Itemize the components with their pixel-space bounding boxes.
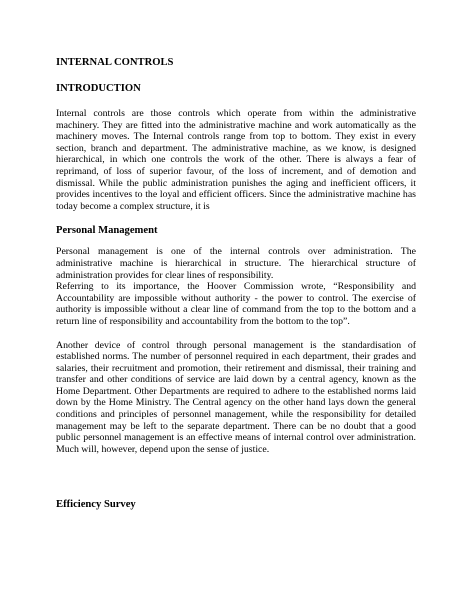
personal-management-paragraph-1: Personal management is one of the internal controls over administration. The administrative machine is hierarchical in structure. The hierarchical structure of administration provides for clear lines of responsibility. — [56, 246, 416, 281]
spacer — [56, 455, 416, 498]
efficiency-survey-heading: Efficiency Survey — [56, 499, 136, 511]
personal-management-paragraph-2: Referring to its importance, the Hoover Commission wrote, “Responsibility and Accountability are impossible without authority - the power to control. The exercise of authority is impossible without a clear line of command from the top to the bottom and a return line of responsibility and accountability from the bottom to the top”. — [56, 281, 416, 327]
spacer — [56, 70, 416, 82]
personal-management-paragraph-3: Another device of control through personal management is the standardisation of established norms. The number of personnel required in each department, their grades and salaries, their recruitment and promotion, their retirement and dismissal, their training and transfer and other conditions of service are laid down by a central agency, known as the Home Department. Other Departments are required to adhere to the established norms laid down by the Home Ministry. The Central agency on the other hand lays down the general conditions and principles of personnel management, while the responsibility for detailed management may be left to the separate department. There can be no doubt that a good public personnel management is an effective means of internal control over administration. Much will, however, depend upon the sense of justice. — [56, 339, 416, 455]
document-body — [56, 56, 416, 512]
spacer — [56, 238, 416, 246]
introduction-heading: INTRODUCTION — [56, 83, 141, 94]
spacer — [56, 328, 416, 340]
introduction-paragraph: Internal controls are those controls which operate from within the administrative machinery. They are fitted into the administrative machine and work automatically as the machinery moves. The Internal controls range from top to bottom. They exist in every section, branch and department. The administrative machine, as we know, is designed hierarchical, in which one controls the work of the other. There is always a fear of reprimand, of loss of superior favour, of the loss of increment, and of demotion and dismissal. While the public administration punishes the aging and inefficient officers, it provides incentives to the loyal and efficient officers. Since the administrative machine has today become a complex structure, it is — [56, 108, 416, 212]
document-title: INTERNAL CONTROLS — [56, 57, 174, 68]
spacer — [56, 212, 416, 224]
spacer — [56, 96, 416, 108]
personal-management-heading: Personal Management — [56, 225, 158, 237]
